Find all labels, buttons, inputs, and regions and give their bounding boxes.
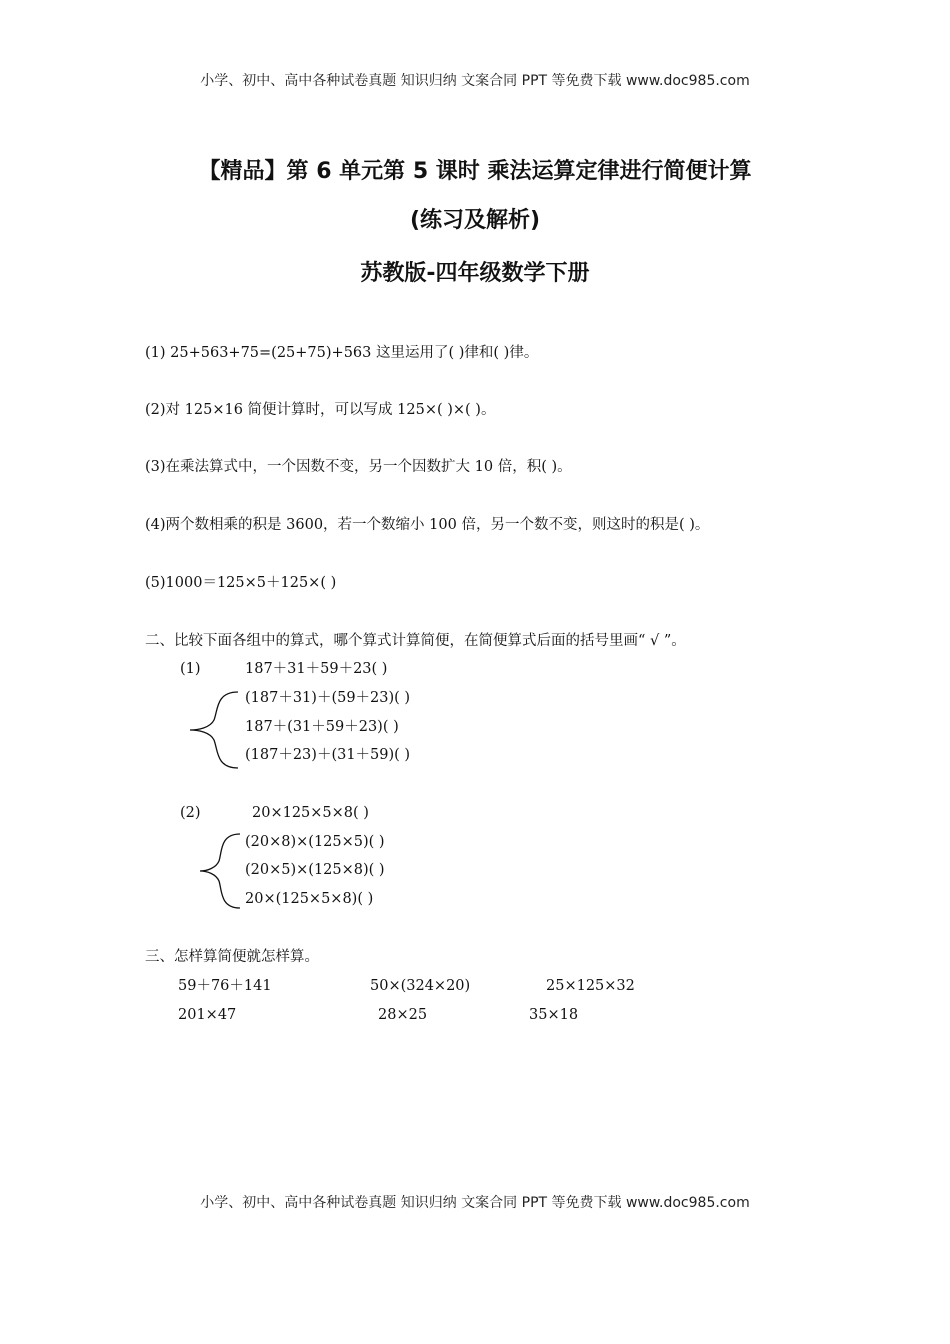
group1-main-expression: 187＋31＋59＋23( )	[245, 661, 388, 677]
calc-5: 28×25	[378, 1007, 428, 1023]
calc-6: 35×18	[529, 1007, 579, 1023]
group2-option-3: 20×(125×5×8)( )	[245, 891, 374, 907]
question-2: (2)对 125×16 简便计算时，可以写成 125×( )×( )。	[145, 402, 496, 418]
part3-heading: 三、怎样算简便就怎样算。	[145, 949, 319, 965]
calc-1: 59＋76＋141	[178, 978, 272, 994]
title-line-3: 苏教版-四年级数学下册	[360, 261, 590, 286]
group2-main-expression: 20×125×5×8( )	[252, 805, 369, 821]
title-line-2: (练习及解析)	[409, 208, 541, 233]
group2-label: (2)	[180, 805, 201, 821]
group1-option-3: (187＋23)＋(31＋59)( )	[245, 747, 411, 763]
question-3: (3)在乘法算式中，一个因数不变，另一个因数扩大 10 倍，积( )。	[145, 459, 572, 475]
page-footer: 小学、初中、高中各种试卷真题 知识归纳 文案合同 PPT 等免费下载 www.doc985.com	[200, 1195, 750, 1211]
question-4: (4)两个数相乘的积是 3600，若一个数缩小 100 倍，另一个数不变，则这时的积是( )。	[145, 517, 710, 533]
calc-4: 201×47	[178, 1007, 237, 1023]
group1-option-2: 187＋(31＋59＋23)( )	[245, 719, 399, 735]
calc-3: 25×125×32	[546, 978, 635, 994]
part2-heading: 二、比较下面各组中的算式，哪个算式计算简便，在简便算式后面的括号里画“ √ ”。	[145, 633, 686, 649]
group1-brace-icon	[188, 690, 240, 770]
group2-option-2: (20×5)×(125×8)( )	[245, 862, 385, 878]
group1-option-1: (187＋31)＋(59＋23)( )	[245, 690, 411, 706]
page-header: 小学、初中、高中各种试卷真题 知识归纳 文案合同 PPT 等免费下载 www.doc985.com	[200, 73, 750, 89]
question-1: (1) 25+563+75=(25+75)+563 这里运用了( )律和( )律。	[145, 345, 539, 361]
calc-2: 50×(324×20)	[370, 978, 471, 994]
group2-option-1: (20×8)×(125×5)( )	[245, 834, 385, 850]
question-5: (5)1000＝125×5＋125×( )	[145, 575, 337, 591]
group1-label: (1)	[180, 661, 201, 677]
title-line-1: 【精品】第 6 单元第 5 课时 乘法运算定律进行简便计算	[198, 159, 752, 184]
group2-brace-icon	[198, 832, 242, 910]
